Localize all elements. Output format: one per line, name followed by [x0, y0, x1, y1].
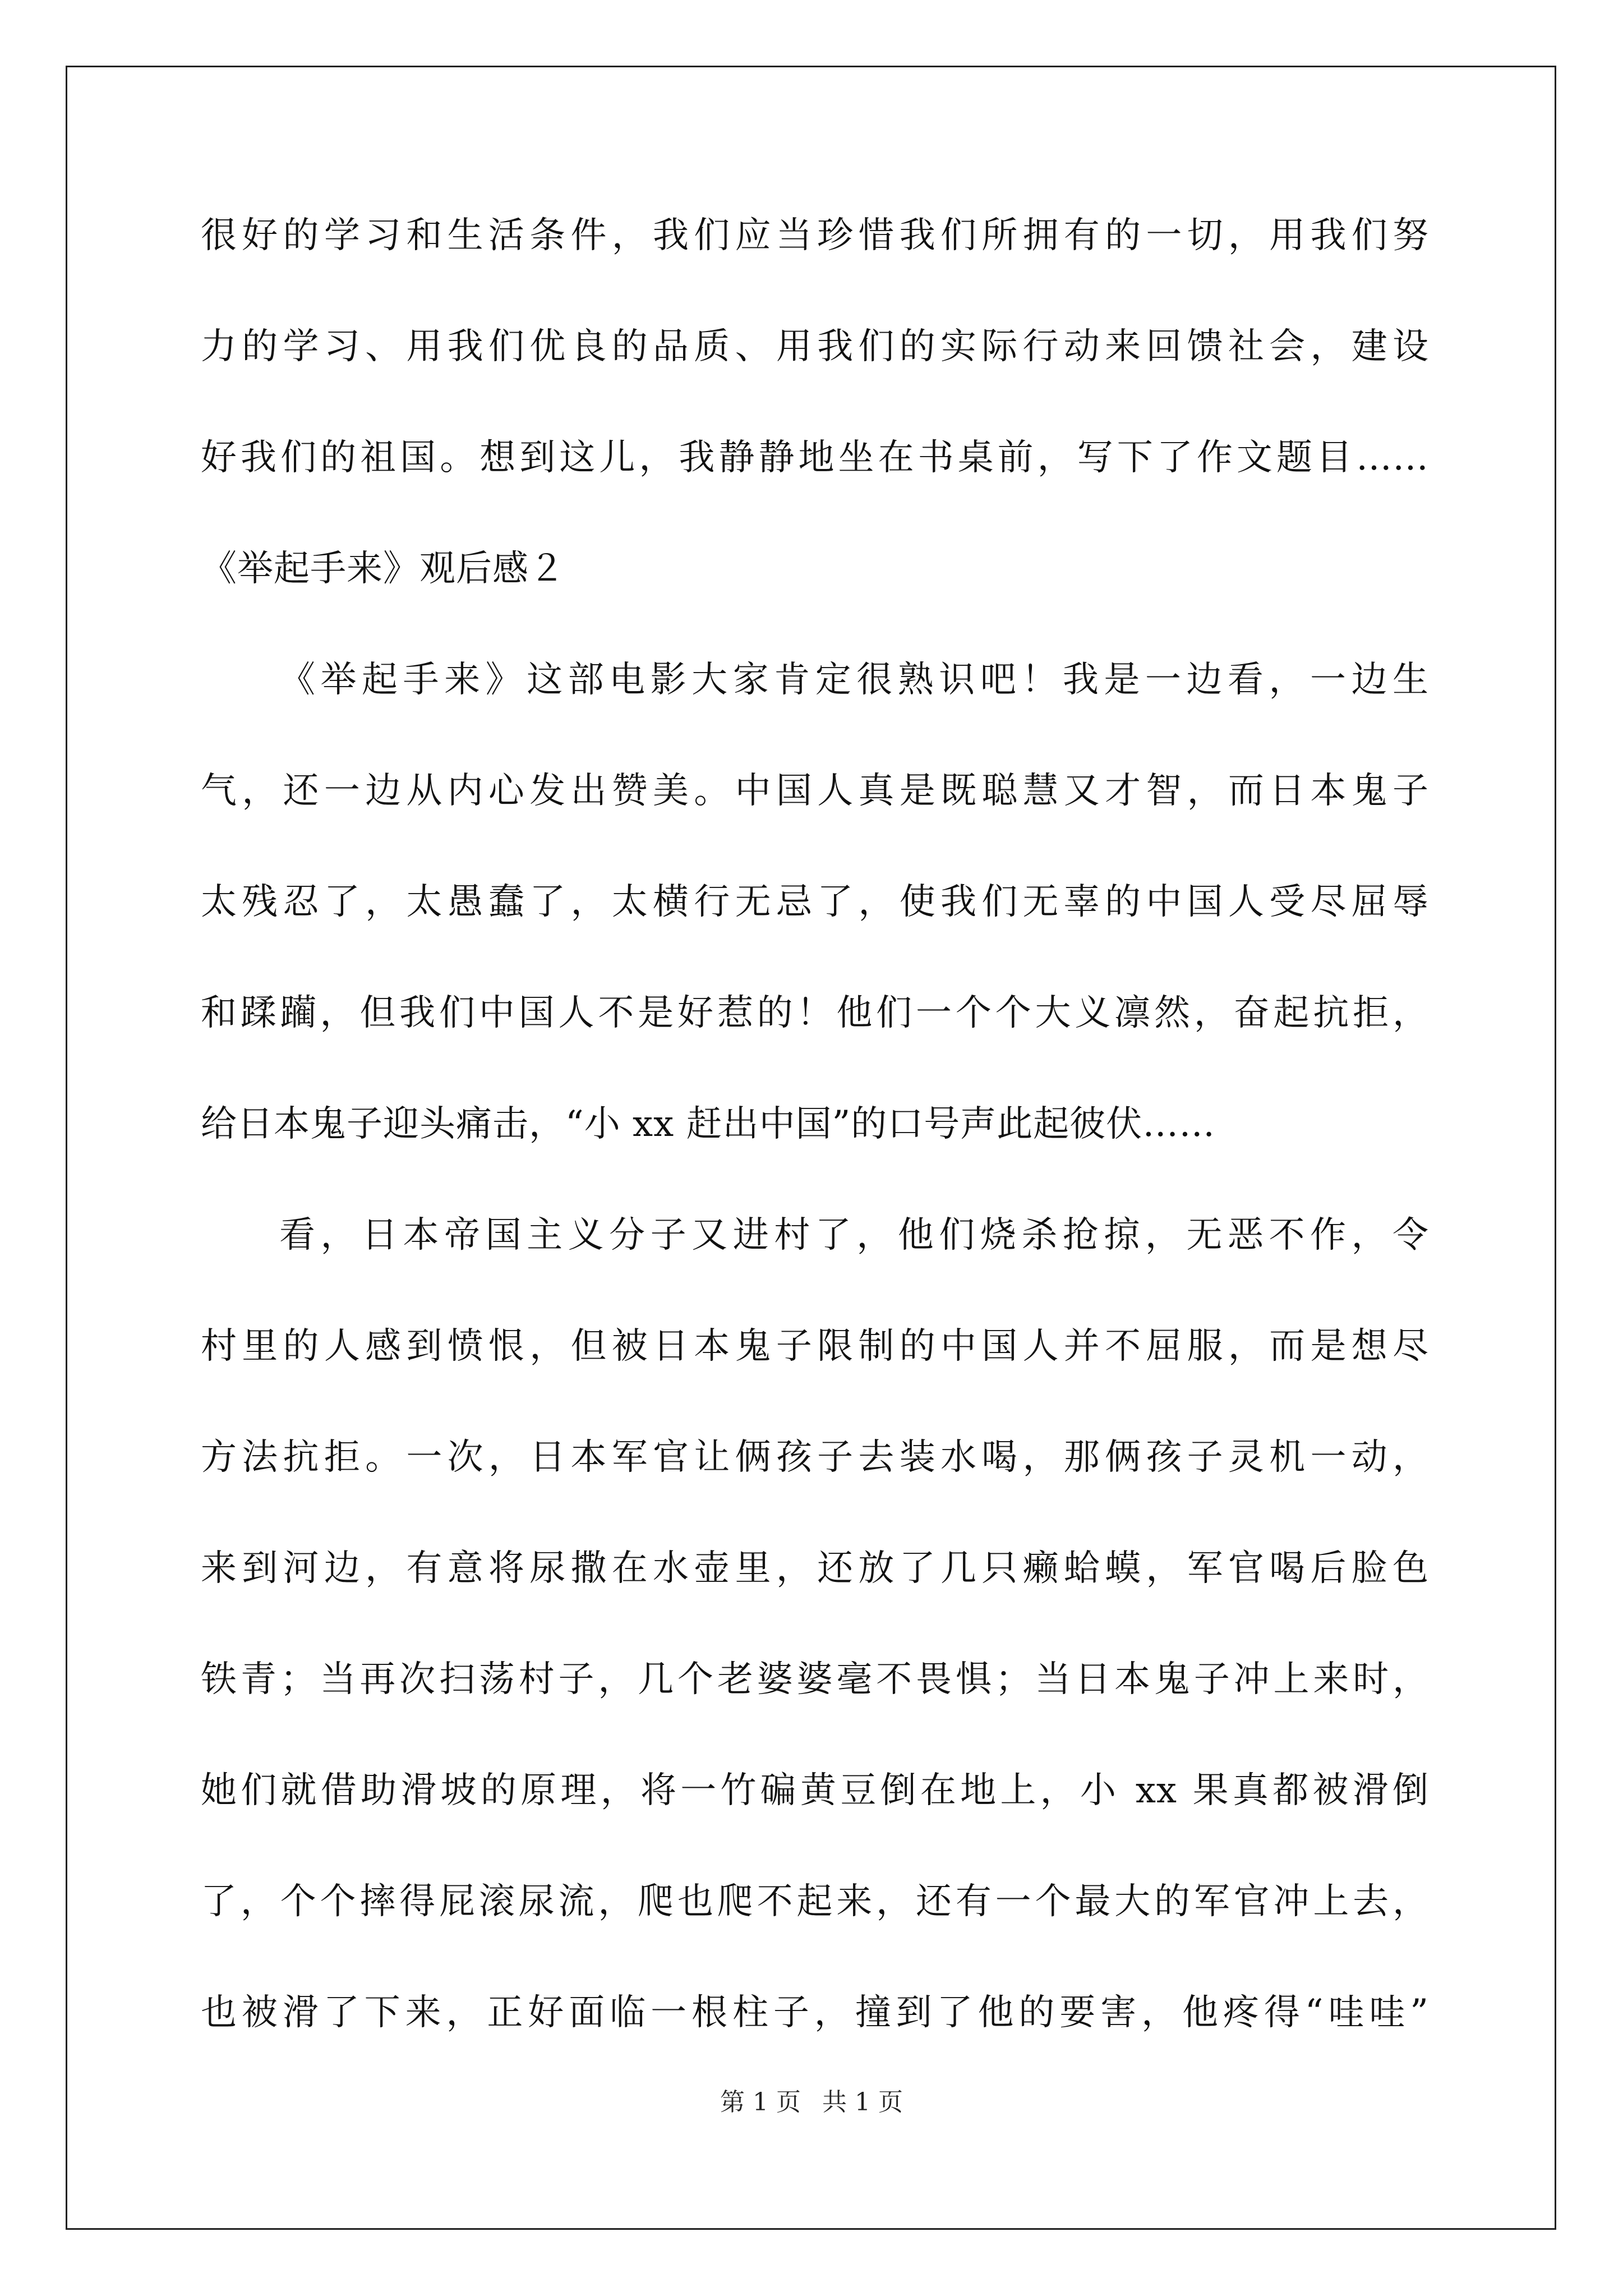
text-line: 和蹂躏，但我们中国人不是好惹的！他们一个个大义凛然，奋起抗拒， [201, 992, 1429, 1034]
text-line: 看，日本帝国主义分子又进村了，他们烧杀抢掠，无恶不作，令 [279, 1214, 1429, 1256]
text-line: 好我们的祖国。想到这儿，我静静地坐在书桌前，写下了作文题目…… [201, 437, 1429, 478]
text-line: 也被滑了下来，正好面临一根柱子，撞到了他的要害，他疼得“哇哇” [201, 1992, 1429, 2033]
text-line: 力的学习、用我们优良的品质、用我们的实际行动来回馈社会，建设 [201, 326, 1429, 367]
text-line: 来到河边，有意将尿撒在水壶里，还放了几只癞蛤蟆，军官喝后脸色 [201, 1548, 1429, 1589]
text-line: 气，还一边从内心发出赞美。中国人真是既聪慧又才智，而日本鬼子 [201, 770, 1429, 812]
text-line: 了，个个摔得屁滚尿流，爬也爬不起来，还有一个最大的军官冲上去， [201, 1881, 1429, 1922]
document-body [201, 213, 1429, 2101]
text-line: 很好的学习和生活条件，我们应当珍惜我们所拥有的一切，用我们努 [201, 215, 1429, 256]
text-line: 方法抗拒。一次，日本军官让俩孩子去装水喝，那俩孩子灵机一动， [201, 1437, 1429, 1478]
text-line: 太残忍了，太愚蠢了，太横行无忌了，使我们无辜的中国人受尽屈辱 [201, 881, 1429, 923]
text-line: 她们就借助滑坡的原理，将一竹碥黄豆倒在地上，小 xx 果真都被滑倒 [201, 1770, 1429, 1811]
text-line: 铁青；当再次扫荡村子，几个老婆婆毫不畏惧；当日本鬼子冲上来时， [201, 1659, 1429, 1700]
section-title: 《举起手来》观后感２ [201, 548, 565, 590]
page-number: 第 1 页 [720, 2088, 801, 2116]
page-total: 共 1 页 [822, 2088, 903, 2116]
text-line: 给日本鬼子迎头痛击，“小 xx 赶出中国”的口号声此起彼伏…… [201, 1103, 1216, 1145]
text-line: 《举起手来》这部电影大家肯定很熟识吧！我是一边看，一边生 [279, 659, 1429, 701]
page-footer [0, 2086, 1623, 2119]
text-line: 村里的人感到愤恨，但被日本鬼子限制的中国人并不屈服，而是想尽 [201, 1326, 1429, 1367]
